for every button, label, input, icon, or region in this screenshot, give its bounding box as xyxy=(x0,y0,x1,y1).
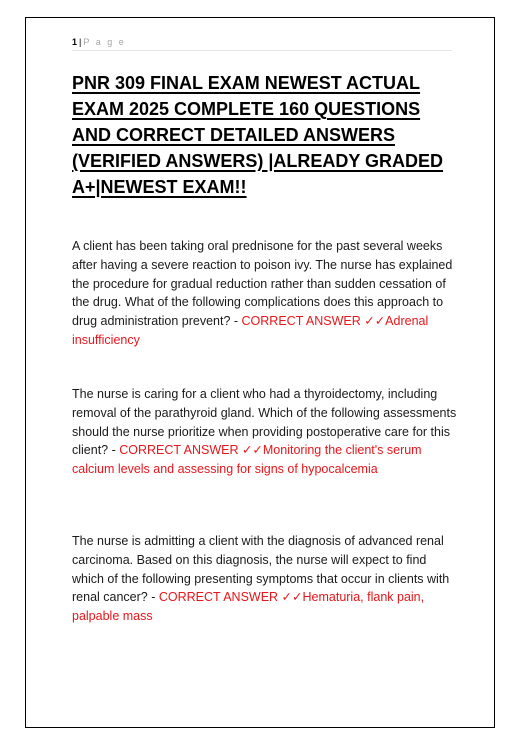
question-text: A client has been taking oral prednisone for the past several weeks after having a severe reaction to poison ivy. The nurse has explained the procedure for gradual reduction rather than sudden cessation of the drug. What of the following complications does this approach to drug administration prevent? - xyxy=(72,239,453,329)
question-text: The nurse is caring for a client who had a thyroidectomy, including removal of the parathyroid gland. Which of the following assessments should the nurse prioritize when providing postoperative care for this client? - xyxy=(72,387,457,458)
question-block xyxy=(72,237,457,350)
document-title: PNR 309 FINAL EXAM NEWEST ACTUAL EXAM 2025 COMPLETE 160 QUESTIONS AND CORRECT DETAILED ANSWERS (VERIFIED ANSWERS) |ALREADY GRADED A+|NEWEST EXAM!! xyxy=(72,73,444,197)
page-separator: | xyxy=(79,37,82,47)
question-text: The nurse is admitting a client with the diagnosis of advanced renal carcinoma. Based on this diagnosis, the nurse will expect to find which of the following presenting symptoms that occur in clients with renal cancer? - xyxy=(72,534,450,605)
correct-answer: CORRECT ANSWER ✓✓Hematuria, flank pain, palpable mass xyxy=(72,590,425,624)
correct-answer: CORRECT ANSWER ✓✓Adrenal insufficiency xyxy=(72,314,429,347)
correct-answer: CORRECT ANSWER ✓✓Monitoring the client's serum calcium levels and assessing for signs of hypocalcemia xyxy=(72,443,422,477)
page-label: P a g e xyxy=(83,37,126,47)
page-header xyxy=(72,37,452,51)
question-block xyxy=(72,385,457,479)
question-block xyxy=(72,532,457,626)
page-number: 1 xyxy=(72,37,78,47)
